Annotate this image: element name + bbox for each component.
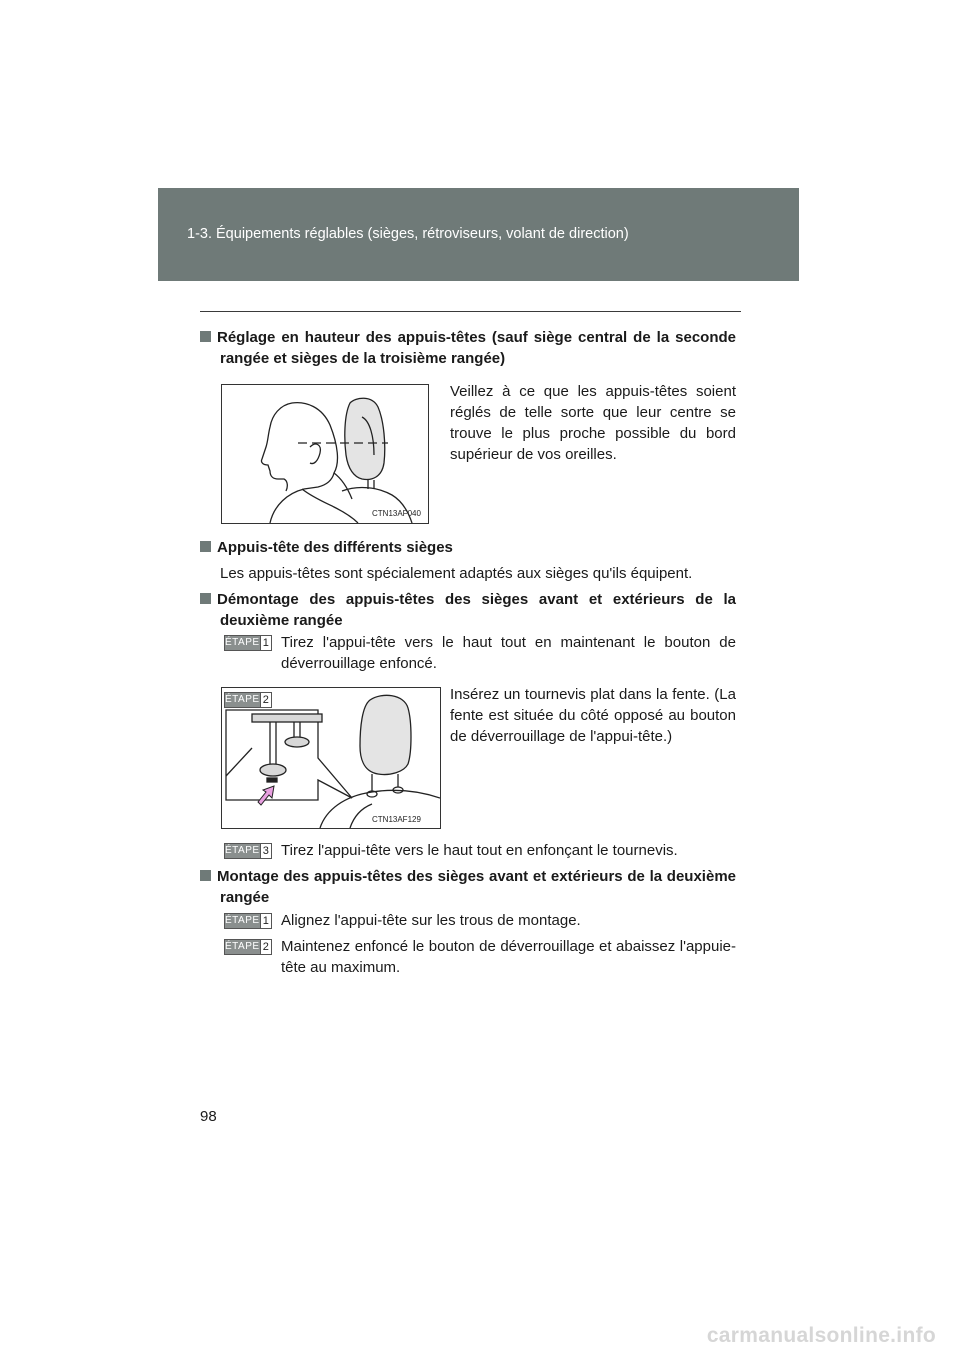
- step-badge: [224, 692, 272, 708]
- step-badge-number: 2: [260, 693, 271, 707]
- installation-step-1: [224, 910, 736, 931]
- step-badge: [224, 939, 272, 955]
- step-badge-label: ÉTAPE: [225, 845, 260, 856]
- figure-code: CTN13AF129: [372, 815, 421, 824]
- chapter-title: 1-3. Équipements réglables (sièges, rétroviseurs, volant de direction): [187, 226, 629, 242]
- removal-illustration: [222, 688, 440, 828]
- head-restraints-text: Les appuis-têtes sont spécialement adaptés aux sièges qu'ils équipent.: [220, 565, 693, 582]
- top-rule: [200, 311, 741, 312]
- section-heading-installation: [200, 866, 736, 908]
- removal-step-3: [224, 840, 736, 861]
- head-restraint-height-text: Veillez à ce que les appuis-têtes soient réglés de telle sorte que leur centre se trouve le plus proche possible du bord supérieur de vos oreilles.: [450, 383, 736, 463]
- step-text: Tirez l'appui-tête vers le haut tout en maintenant le bouton de déverrouillage enfoncé.: [281, 634, 736, 672]
- figure-head-restraint-removal: [221, 687, 441, 829]
- step-text: Maintenez enfoncé le bouton de déverrouillage et abaissez l'appuie-tête au maximum.: [281, 938, 736, 976]
- heading-text: Appuis-tête des différents sièges: [217, 539, 453, 556]
- heading-text: Réglage en hauteur des appuis-têtes (sauf siège central de la seconde rangée et sièges de la troisième rangée): [217, 329, 736, 367]
- step-badge-number: 3: [260, 844, 271, 858]
- square-bullet-icon: [200, 331, 211, 342]
- step-badge-number: 2: [260, 940, 271, 954]
- heading-text: Montage des appuis-têtes des sièges avant et extérieurs de la deuxième rangée: [217, 868, 736, 906]
- step-badge-label: ÉTAPE: [225, 915, 260, 926]
- removal-step-2-text: Insérez un tournevis plat dans la fente. (La fente est située du côté opposé au bouton de déverrouillage de l'appui-tête.): [450, 686, 736, 745]
- removal-step-1: [224, 632, 736, 674]
- step-text: Alignez l'appui-tête sur les trous de montage.: [281, 912, 581, 929]
- square-bullet-icon: [200, 593, 211, 604]
- step-badge: [224, 843, 272, 859]
- figure-code: CTN13AF040: [372, 509, 421, 518]
- step-badge: [224, 913, 272, 929]
- section-heading-head-restraints: [200, 537, 736, 558]
- square-bullet-icon: [200, 541, 211, 552]
- figure-head-restraint-height: [221, 384, 429, 524]
- step-badge-label: ÉTAPE: [225, 941, 260, 952]
- section-heading-removal: [200, 589, 736, 631]
- step-badge: [224, 635, 272, 651]
- step-badge-label: ÉTAPE: [225, 637, 260, 648]
- square-bullet-icon: [200, 870, 211, 881]
- section-heading-height-adjust: [200, 327, 736, 369]
- step-badge-number: 1: [260, 636, 271, 650]
- head-restraint-illustration: [222, 385, 428, 523]
- step-badge-label: ÉTAPE: [225, 694, 260, 705]
- heading-text: Démontage des appuis-têtes des sièges avant et extérieurs de la deuxième rangée: [217, 591, 736, 629]
- page-number: 98: [200, 1108, 217, 1125]
- chapter-header-band: [158, 188, 799, 281]
- step-badge-number: 1: [260, 914, 271, 928]
- watermark-logo: carmanualsonline.info: [706, 1324, 936, 1347]
- step-text: Tirez l'appui-tête vers le haut tout en enfonçant le tournevis.: [281, 842, 678, 859]
- installation-step-2: [224, 936, 736, 978]
